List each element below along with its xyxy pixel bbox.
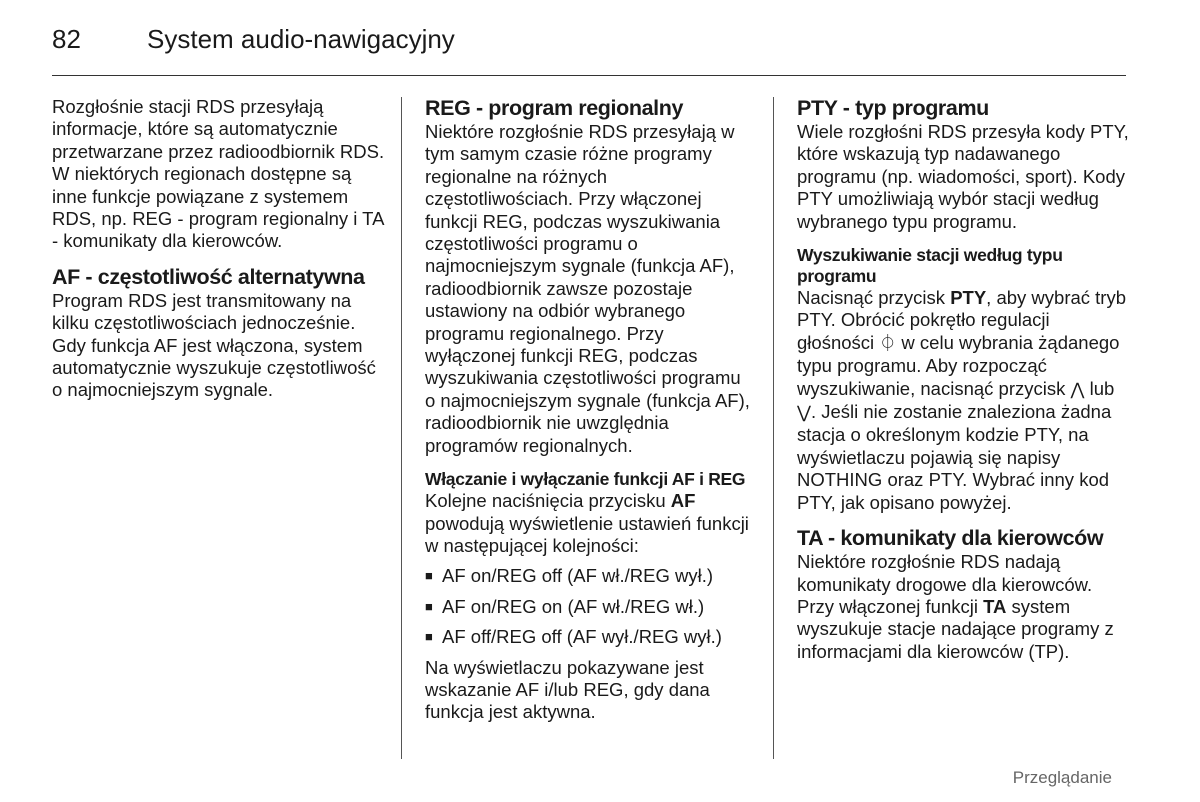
pty-paragraph: Wiele rozgłośni RDS przesyła kody PTY, które wskazują typ nadawanego programu (np. wiadomości, sport). Kody PTY umożliwiają wybór stacji według wybranego typu programu. (797, 121, 1129, 232)
ta-text-1: Niektóre rozgłośnie RDS nadają komunikaty drogowe dla kierowców. Przy włączonej funkcji (797, 551, 1093, 617)
list-item (425, 565, 755, 587)
ta-paragraph (797, 551, 1129, 663)
list-item (425, 596, 755, 618)
footer-section-label: Przeglądanie (1012, 768, 1112, 787)
bullet-icon: ■ (425, 598, 433, 614)
column-3 (797, 96, 1129, 663)
search-heading: Wyszukiwanie stacji według typu programu (797, 245, 1063, 287)
column-2 (425, 96, 755, 724)
af-paragraph: Program RDS jest transmitowany na kilku częstotliwościach jednocześnie. Gdy funkcja AF jest włączona, system automatycznie wyszukuje częstotliwość o najmocniejszym sygnale. (52, 289, 376, 401)
search-paragraph (797, 287, 1129, 514)
page-number: 82 (52, 24, 81, 54)
toggle-heading: Włączanie i wyłączanie funkcji AF i REG (425, 469, 746, 490)
toggle-paragraph (425, 490, 755, 557)
display-paragraph: Na wyświetlaczu pokazywane jest wskazanie AF i/lub REG, gdy dana funkcja jest aktywna. (425, 656, 710, 723)
search-text-1: Nacisnąć przycisk (797, 287, 946, 309)
toggle-text-1: Kolejne naciśnięcia przycisku (425, 490, 666, 512)
volume-knob-icon: ⏀ (879, 333, 897, 354)
down-arrow-icon: ⋁ (797, 403, 811, 424)
header-rule (52, 75, 1126, 76)
ta-text-2: system wyszukuje stacje nadające programy z informacjami dla kierowców (TP). (797, 595, 1114, 662)
ta-key-label: TA (983, 595, 1007, 617)
pty-heading: PTY - typ programu (797, 96, 989, 120)
up-arrow-icon: ⋀ (1070, 379, 1085, 400)
intro-paragraph: Rozgłośnie stacji RDS przesyłają informacje, które są automatycznie przetwarzane przez radioodbiornik RDS. W niektórych regionach dostępne są inne funkcje powiązane z systemem RDS, np. REG - program regionalny i TA - komunikaty dla kierowców. (52, 96, 385, 252)
reg-heading: REG - program regionalny (425, 96, 683, 120)
bullet-icon: ■ (425, 568, 433, 584)
search-text-lub: lub (1089, 377, 1115, 399)
ta-heading: TA - komunikaty dla kierowców (797, 526, 1104, 551)
column-1 (52, 96, 388, 402)
search-text-4: . Jeśli nie zostanie znaleziona żadna stacja o określonym kodzie PTY, na wyświetlaczu pojawią się napisy NOTHING oraz PTY. Wybrać inny kod PTY, jak opisano powyżej. (797, 401, 1112, 513)
list-item (425, 626, 755, 648)
list-item-text: AF off/REG off (AF wył./REG wył.) (442, 626, 722, 648)
reg-paragraph: Niektóre rozgłośnie RDS przesyłają w tym samym czasie różne programy regionalne na różnych częstotliwościach. Przy włączonej funkcji REG, podczas wyszukiwania częstotliwości programu o najmocniejszym sygnale (funkcja AF), radioodbiornik zawsze pozostaje ustawiony na odbiór wybranego programu regionalnego. Przy wyłączonej funkcji REG, podczas wyszukiwania częstotliwości programu o najmocniejszym sygnale (funkcja AF), radioodbiornik nie uwzględnia programów regionalnych. (425, 121, 750, 456)
bullet-icon: ■ (425, 629, 433, 645)
page-title: System audio-nawigacyjny (147, 24, 455, 54)
af-key-label: AF (670, 490, 696, 512)
pty-key-label: PTY (950, 287, 987, 309)
list-item-text: AF on/REG off (AF wł./REG wył.) (442, 565, 714, 587)
af-heading: AF - częstotliwość alternatywna (52, 264, 365, 289)
column-divider-2 (773, 97, 774, 759)
list-item-text: AF on/REG on (AF wł./REG wł.) (442, 595, 705, 617)
toggle-text-2: powodują wyświetlenie ustawień funkcji w następującej kolejności: (425, 512, 749, 556)
search-text-2: , aby wybrać tryb PTY. Obrócić pokrętło regulacji głośności (797, 287, 1126, 353)
column-divider-1 (401, 97, 402, 759)
search-text-3: w celu wybrania żądanego typu programu. Aby rozpocząć wyszukiwanie, nacisnąć przycisk (797, 331, 1120, 399)
